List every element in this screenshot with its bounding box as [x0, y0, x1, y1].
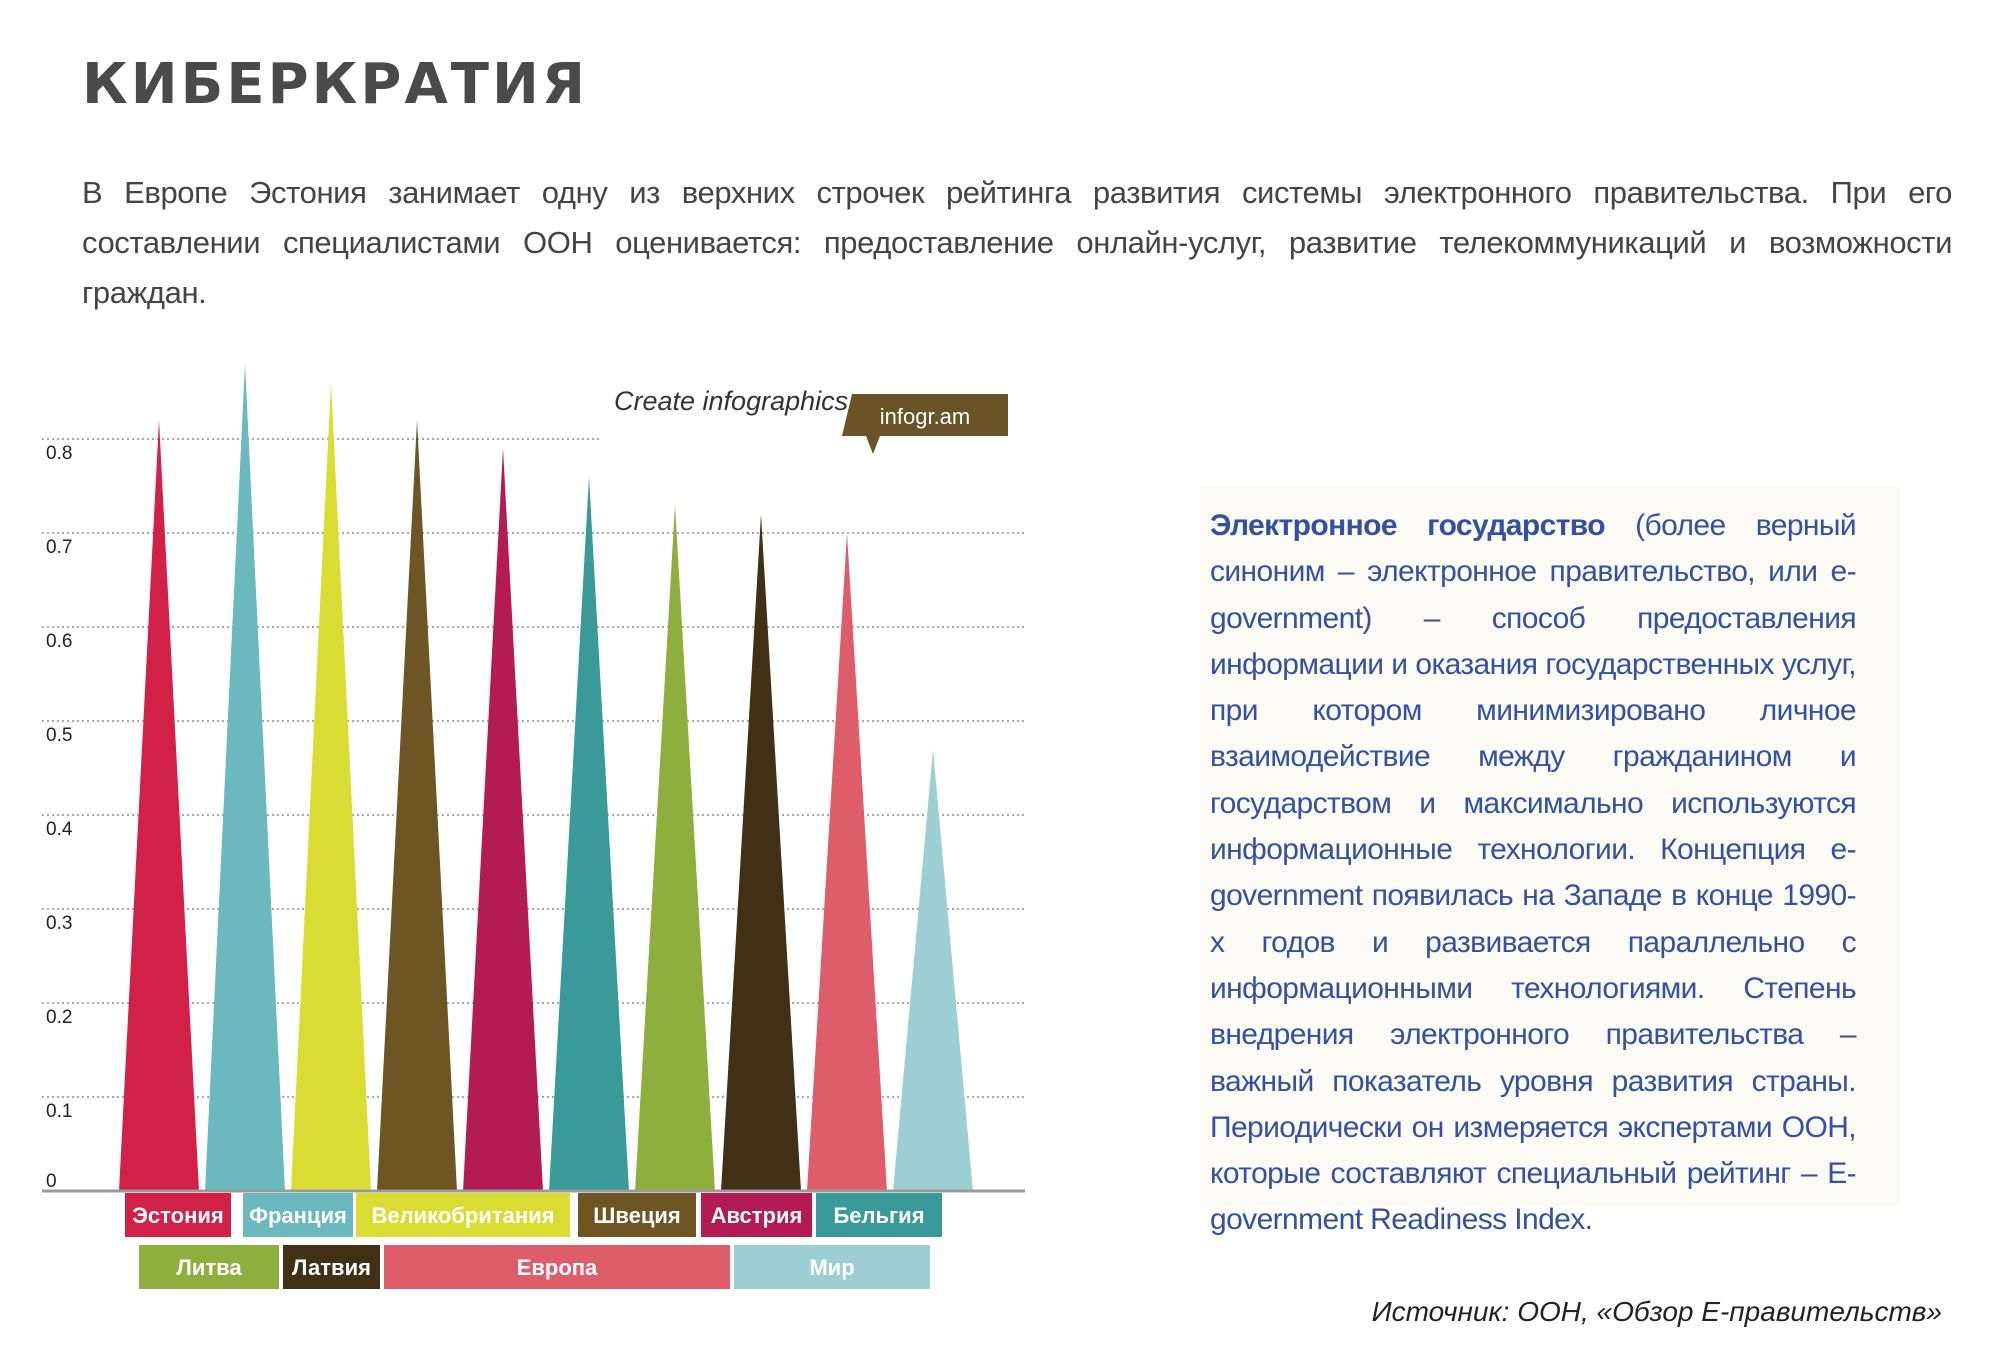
watermark-badge-text: infogr.am [879, 404, 971, 429]
y-tick-label: 0.6 [46, 631, 73, 652]
bar-8 [721, 514, 801, 1191]
legend-label: Франция [249, 1203, 347, 1228]
y-tick-label: 0.2 [46, 1007, 73, 1028]
y-tick-label: 0.5 [46, 725, 73, 746]
y-tick-label: 0.7 [46, 537, 73, 558]
y-axis-ticks [46, 443, 73, 1192]
legend-label: Швеция [593, 1203, 681, 1228]
y-tick-label: 0.8 [46, 443, 73, 464]
bar-10 [893, 749, 973, 1191]
infogram-watermark [614, 386, 1008, 454]
bar-5 [463, 448, 543, 1191]
legend-label: Бельгия [833, 1203, 925, 1228]
legend-label: Литва [176, 1255, 242, 1280]
y-tick-label: 0.3 [46, 913, 73, 934]
bar-1 [119, 420, 199, 1191]
chart-legend [125, 1193, 942, 1289]
triangle-bar-chart [30, 330, 1040, 1300]
y-tick-label: 0 [46, 1171, 57, 1192]
definition-text [1210, 503, 1856, 1244]
chart-bars [119, 364, 973, 1191]
legend-label: Австрия [710, 1203, 803, 1228]
bar-9 [807, 533, 887, 1191]
bar-3 [291, 383, 371, 1191]
y-tick-label: 0.1 [46, 1101, 73, 1122]
bar-2 [205, 364, 285, 1191]
page-title: КИБЕРКРАТИЯ [82, 52, 588, 117]
definition-term: Электронное государство [1210, 509, 1605, 542]
y-tick-label: 0.4 [46, 819, 73, 840]
legend-label: Эстония [132, 1203, 224, 1228]
definition-body: (более верный синоним – электронное правительство, или e-government) – способ предоставления информации и оказания государственных услуг, при котором минимизировано личное взаимодействие между гражданином и государством и максимально используются информационные технологии. Концепция e-government появилась на Западе в конце 1990-х годов и развивается параллельно с информационными технологиями. Степень внедрения электронного правительства – важный показатель уровня развития страны. Периодически он измеряется экспертами ООН, которые составляют специальный рейтинг – E-government Readiness Index. [1210, 509, 1857, 1237]
bar-4 [377, 420, 457, 1191]
chart-grid [42, 439, 1025, 1097]
legend-label: Латвия [292, 1255, 371, 1280]
bar-6 [549, 477, 629, 1191]
legend-label: Европа [516, 1255, 598, 1280]
bar-7 [635, 505, 715, 1191]
legend-label: Великобритания [371, 1203, 555, 1228]
watermark-text: Create infographics [614, 386, 849, 416]
legend-label: Мир [809, 1255, 855, 1280]
source-note: Источник: ООН, «Обзор Е-правительств» [1371, 1296, 1942, 1327]
intro-paragraph: В Европе Эстония занимает одну из верхних строчек рейтинга развития системы электронного правительства. При его составлении специалистами ООН оценивается: предоставление онлайн-услуг, развитие телекоммуникаций и возможности граждан. [82, 175, 1952, 310]
